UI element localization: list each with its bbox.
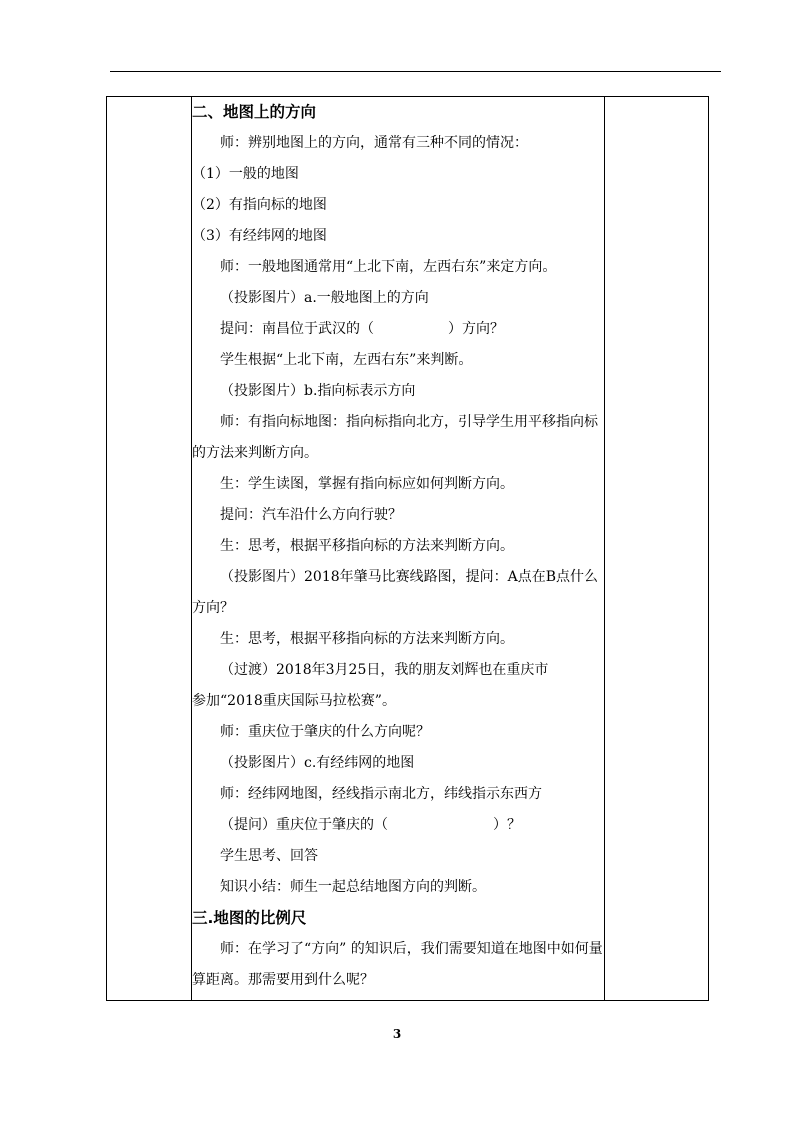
lesson-paragraph <box>192 624 604 655</box>
lesson-paragraph <box>192 717 604 748</box>
paragraph-text: 师：有指向标地图：指向标指向北方，引导学生用平移指向标的方法来判断方向。 <box>192 414 598 461</box>
paragraph-text: （投影图片）2018年肇马比赛线路图，提问：A点在B点什么方向？ <box>192 569 599 616</box>
lesson-paragraph <box>192 469 604 500</box>
left-column-cell <box>107 97 192 1001</box>
lesson-paragraph <box>192 779 604 810</box>
paragraph-text: 参加“2018重庆国际马拉松赛”。 <box>192 693 396 709</box>
paragraph-text: 师：重庆位于肇庆的什么方向呢？ <box>220 724 430 740</box>
paragraph-text: （3）有经纬网的地图 <box>192 228 327 244</box>
lesson-paragraph <box>192 159 604 190</box>
lesson-table <box>106 96 709 1001</box>
paragraph-text: 提问：南昌位于武汉的（ <box>220 321 374 337</box>
paragraph-text: 提问：汽车沿什么方向行驶？ <box>220 507 402 523</box>
paragraph-text: 师：辨别地图上的方向，通常有三种不同的情况： <box>220 135 528 151</box>
paragraph-text: 二、地图上的方向 <box>192 103 317 121</box>
lesson-paragraph <box>192 872 604 903</box>
lesson-paragraph <box>192 128 604 159</box>
paragraph-text: （提问）重庆位于肇庆的（ <box>220 817 388 833</box>
lesson-paragraph <box>192 345 604 376</box>
lesson-paragraph <box>192 655 604 686</box>
lesson-paragraph <box>192 934 604 996</box>
lesson-paragraph <box>192 376 604 407</box>
paragraph-text: （过渡）2018年3月25日，我的朋友刘辉也在重庆市 <box>220 662 549 678</box>
table-row <box>107 97 709 1001</box>
lesson-paragraph <box>192 686 604 717</box>
lesson-paragraph <box>192 221 604 252</box>
paragraph-text: 学生思考、回答 <box>220 848 318 864</box>
lesson-paragraph <box>192 190 604 221</box>
page-number: 3 <box>392 1027 402 1041</box>
paragraph-text: 三.地图的比例尺 <box>192 909 307 927</box>
paragraph-text: 生：思考，根据平移指向标的方法来判断方向。 <box>220 631 514 647</box>
lesson-paragraph <box>192 841 604 872</box>
lesson-paragraph <box>192 748 604 779</box>
lesson-paragraph <box>192 407 604 469</box>
lesson-paragraph <box>192 562 604 624</box>
paragraph-text: 师：在学习了“方向” 的知识后，我们需要知道在地图中如何量算距离。那需要用到什么呢？ <box>192 941 603 988</box>
paragraph-text: （2）有指向标的地图 <box>192 197 327 213</box>
paragraph-text: 知识小结：师生一起总结地图方向的判断。 <box>220 879 486 895</box>
lesson-paragraph <box>192 314 604 345</box>
paragraph-text: 生：学生读图，掌握有指向标应如何判断方向。 <box>220 476 514 492</box>
paragraph-text: （1）一般的地图 <box>192 166 299 182</box>
paragraph-text: 师：一般地图通常用“上北下南，左西右东”来定方向。 <box>220 259 557 275</box>
paragraph-text-after-blank: ）？ <box>493 817 521 833</box>
lesson-paragraph <box>192 252 604 283</box>
paragraph-text: （投影图片）c.有经纬网的地图 <box>220 755 415 771</box>
lesson-paragraph <box>192 810 604 841</box>
paragraph-text: 师：经纬网地图，经线指示南北方，纬线指示东西方 <box>220 786 542 802</box>
section-heading <box>192 97 604 128</box>
paragraph-text: （投影图片）a.一般地图上的方向 <box>220 290 429 306</box>
lesson-paragraph <box>192 283 604 314</box>
right-column-cell <box>605 97 709 1001</box>
paragraph-text-after-blank: ）方向？ <box>448 321 504 337</box>
lesson-paragraph <box>192 500 604 531</box>
lesson-paragraph <box>192 531 604 562</box>
paragraph-text: （投影图片）b.指向标表示方向 <box>220 383 416 399</box>
section-heading <box>192 903 604 934</box>
header-rule <box>110 71 721 72</box>
lesson-content <box>192 97 604 996</box>
content-cell <box>192 97 605 1001</box>
paragraph-text: 生：思考，根据平移指向标的方法来判断方向。 <box>220 538 514 554</box>
paragraph-text: 学生根据“上北下南，左西右东”来判断。 <box>220 352 473 368</box>
